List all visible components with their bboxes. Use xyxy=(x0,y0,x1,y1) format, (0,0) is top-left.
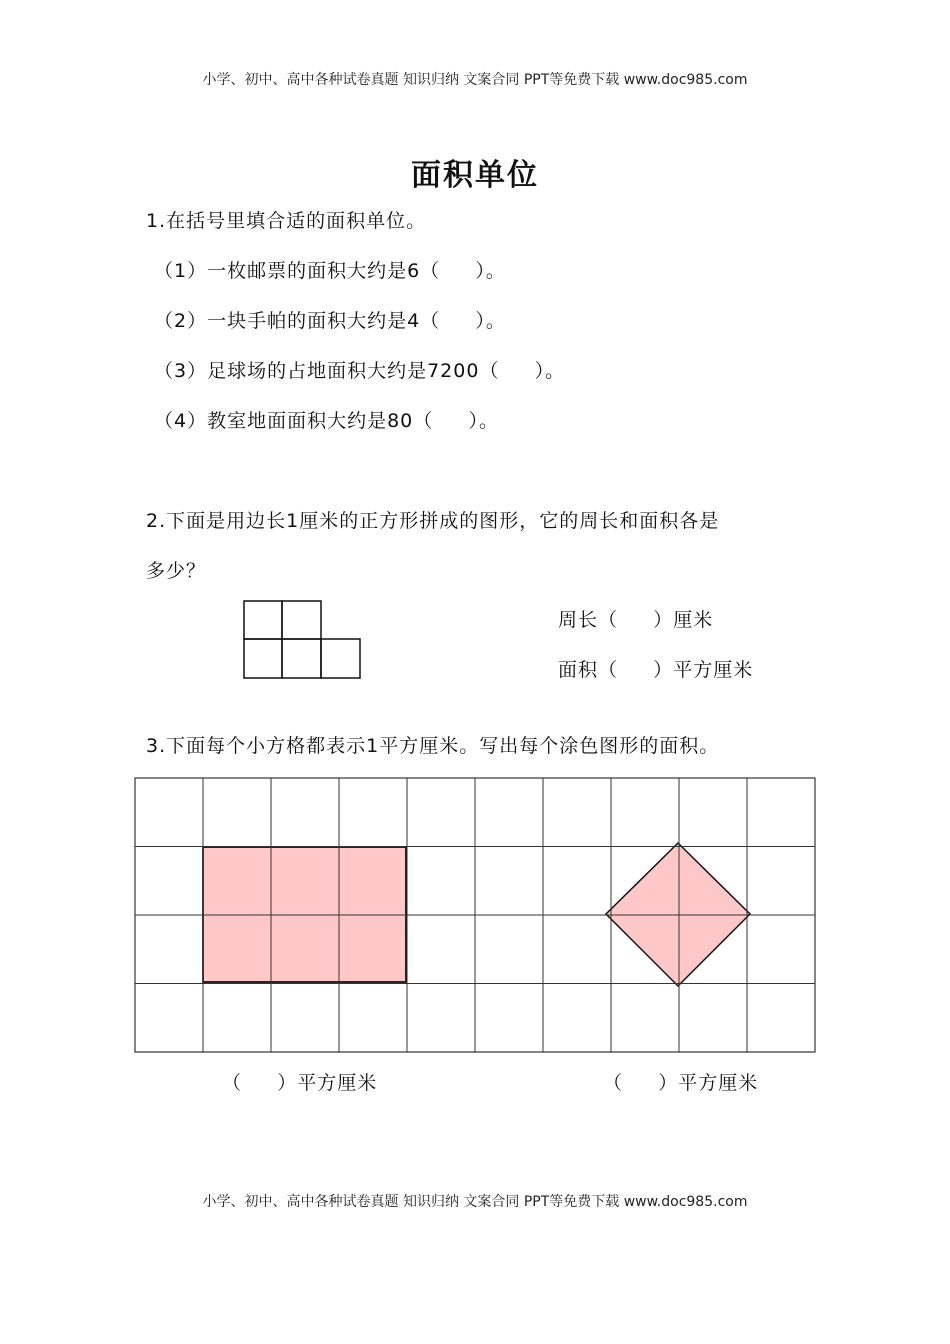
area-answer: 面积（ ）平方厘米 xyxy=(558,659,754,681)
question-1-heading: 1.在括号里填合适的面积单位。 xyxy=(146,210,427,232)
answer-rectangle-area: （ ）平方厘米 xyxy=(222,1072,378,1094)
square-figure xyxy=(240,597,366,683)
unit-square xyxy=(321,639,360,678)
square-grid xyxy=(133,775,819,1057)
question-1-item-1: （1）一枚邮票的面积大约是6（ ）。 xyxy=(154,260,506,282)
unit-square xyxy=(282,601,321,639)
question-1-item-2: （2）一块手帕的面积大约是4（ ）。 xyxy=(154,310,506,332)
perimeter-answer: 周长（ ）厘米 xyxy=(558,609,714,631)
unit-square xyxy=(244,601,282,639)
page-title: 面积单位 xyxy=(411,158,539,193)
page-header: 小学、初中、高中各种试卷真题 知识归纳 文案合同 PPT等免费下载 www.doc985.com xyxy=(202,72,748,88)
question-2-heading-line-1: 2.下面是用边长1厘米的正方形拼成的图形，它的周长和面积各是 xyxy=(146,510,720,532)
answer-diamond-area: （ ）平方厘米 xyxy=(603,1072,759,1094)
question-3-heading: 3.下面每个小方格都表示1平方厘米。写出每个涂色图形的面积。 xyxy=(146,735,720,757)
unit-square xyxy=(244,639,282,678)
question-1-item-4: （4）教室地面面积大约是80（ ）。 xyxy=(154,410,499,432)
page-footer: 小学、初中、高中各种试卷真题 知识归纳 文案合同 PPT等免费下载 www.doc985.com xyxy=(202,1194,748,1210)
question-1-item-3: （3）足球场的占地面积大约是7200（ ）。 xyxy=(154,360,566,382)
question-2-heading-line-2: 多少？ xyxy=(146,560,207,582)
unit-square xyxy=(282,639,321,678)
